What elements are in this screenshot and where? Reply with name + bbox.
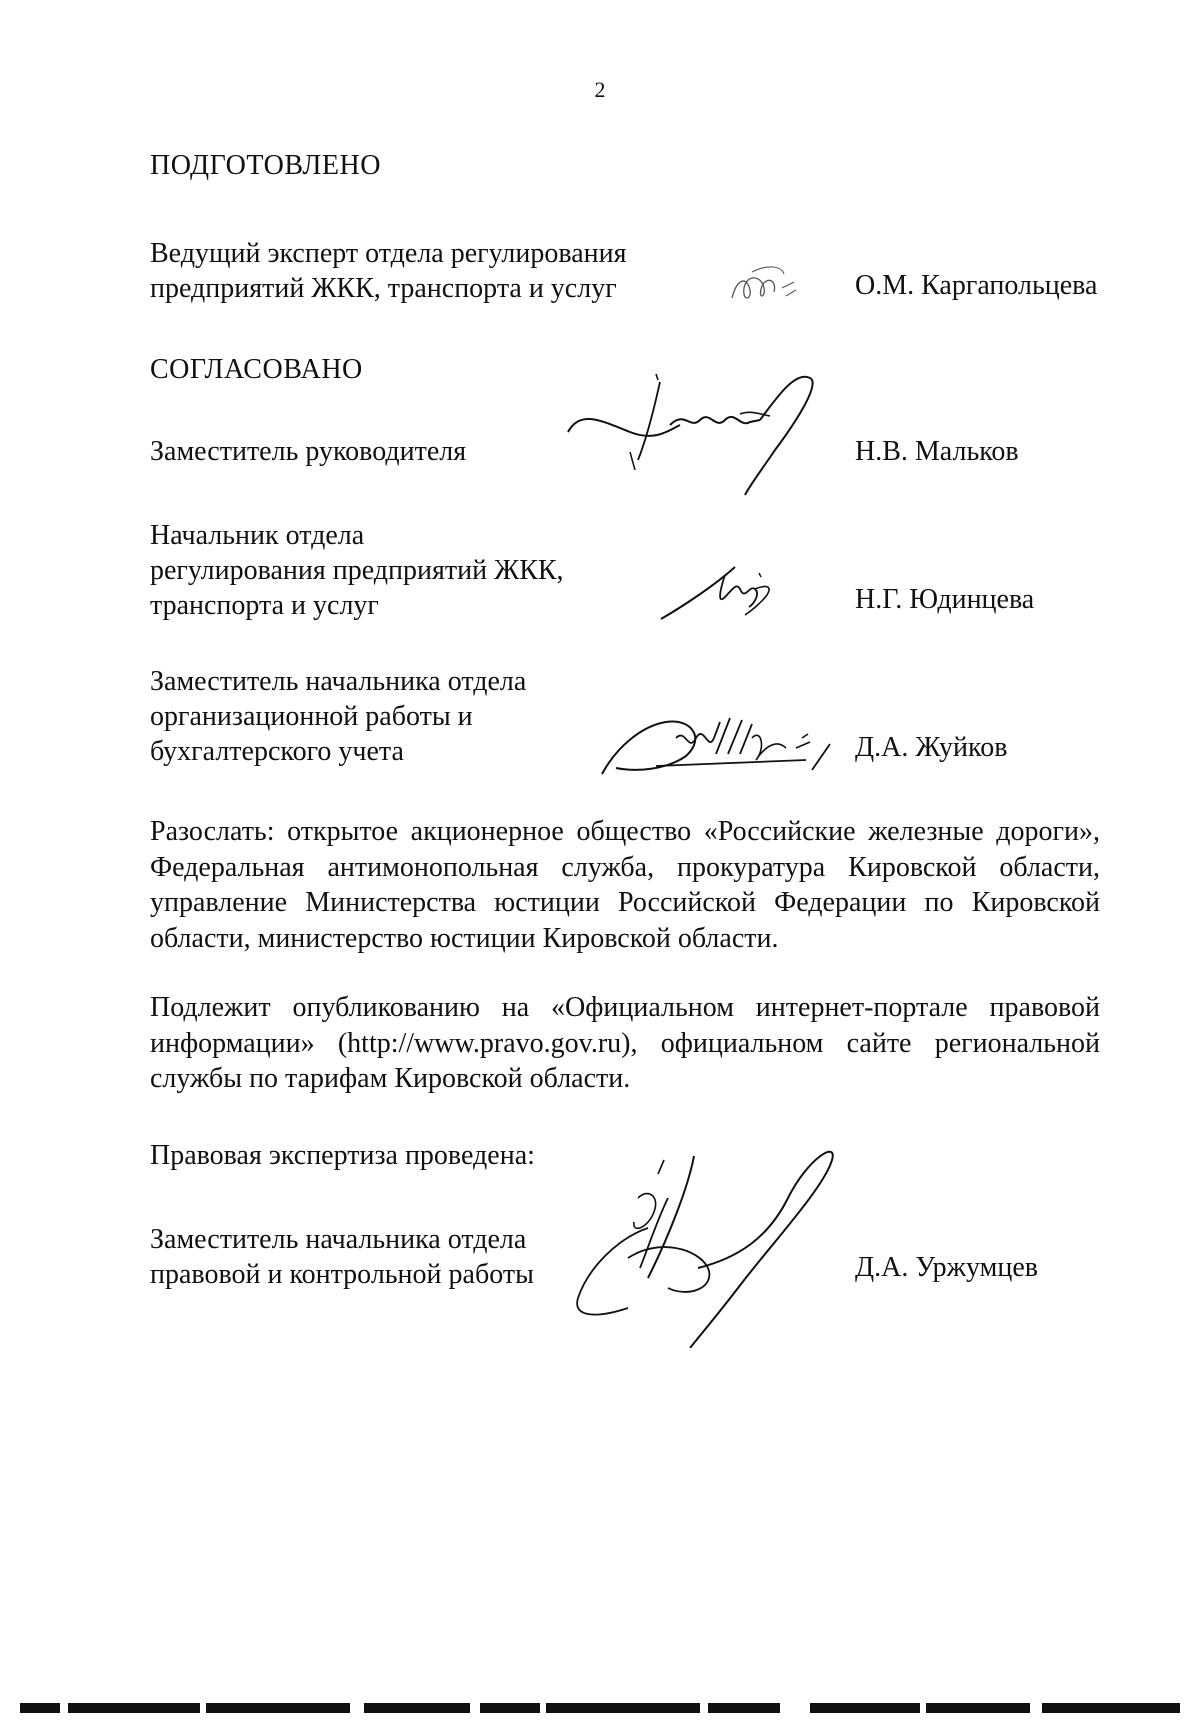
- agreed-signer-position-line: организационной работы и: [150, 701, 473, 732]
- publication-line: информации» (http://www.pravo.gov.ru), официальном сайте региональной: [150, 1027, 1100, 1059]
- agreed-signer-position-line: Начальник отдела: [150, 520, 365, 551]
- prepared-position-line: предприятий ЖКК, транспорта и услуг: [150, 273, 617, 304]
- agreed-signer-position-line: Заместитель начальника отдела: [150, 666, 527, 697]
- signature-yudintseva: [655, 555, 785, 625]
- publication-paragraph: [150, 990, 1100, 1097]
- distribution-line: Федеральная антимонопольная служба, прокуратура Кировской области,: [150, 851, 1100, 883]
- distribution-paragraph: [150, 814, 1100, 956]
- agreed-heading: СОГЛАСОВАНО: [150, 354, 363, 385]
- agreed-signer-position-line: регулирования предприятий ЖКК,: [150, 555, 564, 586]
- signature-urzhumtsev: [548, 1138, 848, 1348]
- signature-malkov: [560, 370, 840, 500]
- agreed-signer-1-name: Н.В. Мальков: [855, 436, 1019, 467]
- legal-review-position-line: Заместитель начальника отдела: [150, 1224, 527, 1255]
- publication-line: Подлежит опубликованию на «Официальном интернет-портале правовой: [150, 992, 1100, 1023]
- distribution-line: области, министерство юстиции Кировской области.: [150, 922, 779, 954]
- publication-line: службы по тарифам Кировской области.: [150, 1063, 631, 1095]
- signature-zhuikov: [596, 708, 836, 782]
- legal-review-heading: Правовая экспертиза проведена:: [150, 1140, 535, 1171]
- legal-review-name: Д.А. Уржумцев: [855, 1252, 1039, 1283]
- agreed-signer-position-line: Заместитель руководителя: [150, 436, 467, 467]
- agreed-signer-position-line: бухгалтерского учета: [150, 736, 404, 767]
- distribution-line: Разослать: открытое акционерное общество «Российские железные дороги»,: [150, 816, 1100, 847]
- agreed-signer-2-position: [150, 518, 710, 623]
- agreed-signer-2-name: Н.Г. Юдинцева: [855, 584, 1035, 615]
- prepared-position: [150, 236, 710, 306]
- legal-review-position-line: правовой и контрольной работы: [150, 1259, 534, 1290]
- page-number: 2: [594, 77, 606, 102]
- prepared-heading: ПОДГОТОВЛЕНО: [150, 150, 381, 181]
- distribution-line: управление Министерства юстиции Российской Федерации по Кировской: [150, 887, 1100, 919]
- prepared-position-line: Ведущий эксперт отдела регулирования: [150, 238, 627, 269]
- scan-edge-strip: [20, 1703, 1180, 1713]
- signature-kargapoltseva: [722, 258, 812, 318]
- agreed-signer-3-name: Д.А. Жуйков: [855, 732, 1008, 763]
- prepared-name: О.М. Каргапольцева: [855, 270, 1098, 301]
- agreed-signer-position-line: транспорта и услуг: [150, 590, 379, 621]
